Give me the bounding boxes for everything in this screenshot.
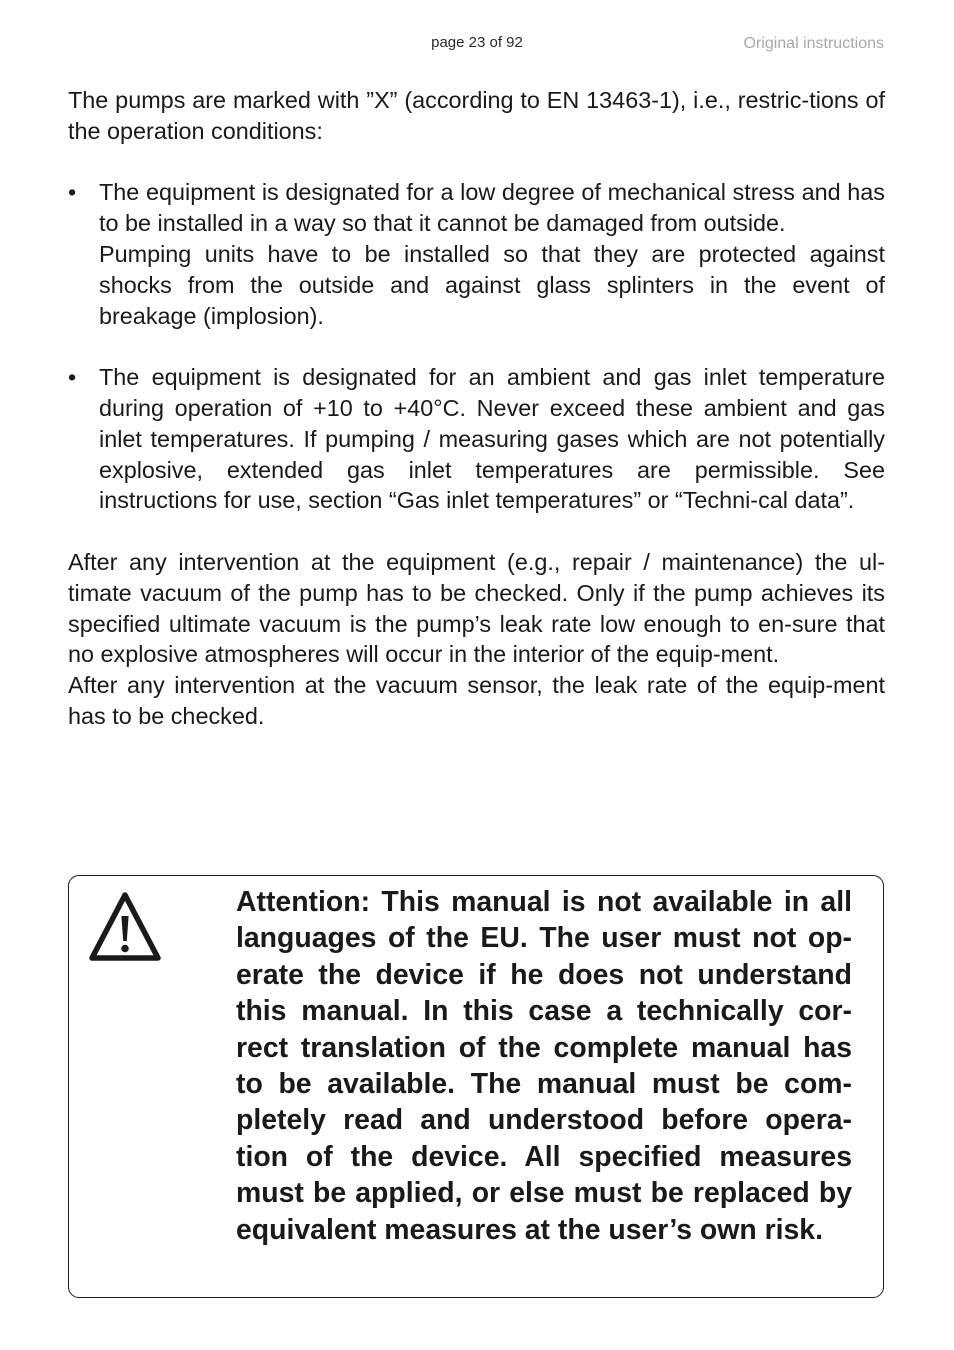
attention-notice: [68, 875, 884, 1298]
bullet-text: The equipment is designated for an ambient and gas inlet temperature during operation of +10 to +40°C. Never exceed these ambient and gas inlet temperatures. If pumping / measuring gases which are not potentially explosive, extended gas inlet temperatures are permissible. See instructions for use, section “Gas inlet temperatures” or “Techni-cal data”.: [99, 364, 885, 514]
attention-text: Attention: This manual is not available in all languages of the EU. The user must not op-erate the device if he does not understand this manual. In this case a technically cor-rect translation of the complete manual has to be available. The manual must be com-pletely read and understood before opera-tion of the device. All specified measures must be applied, or else must be replaced by equivalent measures at the user’s own risk.: [236, 886, 852, 1246]
main-content: [68, 85, 885, 732]
page-header: [0, 34, 954, 56]
warning-triangle-icon: [88, 890, 162, 964]
list-item: [68, 177, 885, 331]
bullet-icon: •: [68, 364, 77, 391]
bullet-icon: •: [68, 179, 77, 206]
bullet-text: The equipment is designated for a low degree of mechanical stress and has to be installed in a way so that it cannot be damaged from outside.: [99, 179, 885, 237]
list-item: [68, 362, 885, 516]
document-type-label: Original instructions: [743, 35, 884, 52]
bullet-text-continued: Pumping units have to be installed so that they are protected against shocks from the outside and against glass splinters in the event of breakage (implosion).: [99, 240, 885, 329]
page-number: page 23 of 92: [431, 34, 523, 51]
intro-paragraph: The pumps are marked with ”X” (according to EN 13463-1), i.e., restric-tions of the operation conditions:: [68, 87, 885, 144]
sensor-paragraph: After any intervention at the vacuum sensor, the leak rate of the equip-ment has to be checked.: [68, 672, 885, 729]
intervention-paragraph: After any intervention at the equipment (e.g., repair / maintenance) the ul-timate vacuum of the pump has to be checked. Only if the pump achieves its specified ultimate vacuum is the pump’s leak rate low enough to en-sure that no explosive atmospheres will occur in the interior of the equip-ment.: [68, 548, 885, 668]
